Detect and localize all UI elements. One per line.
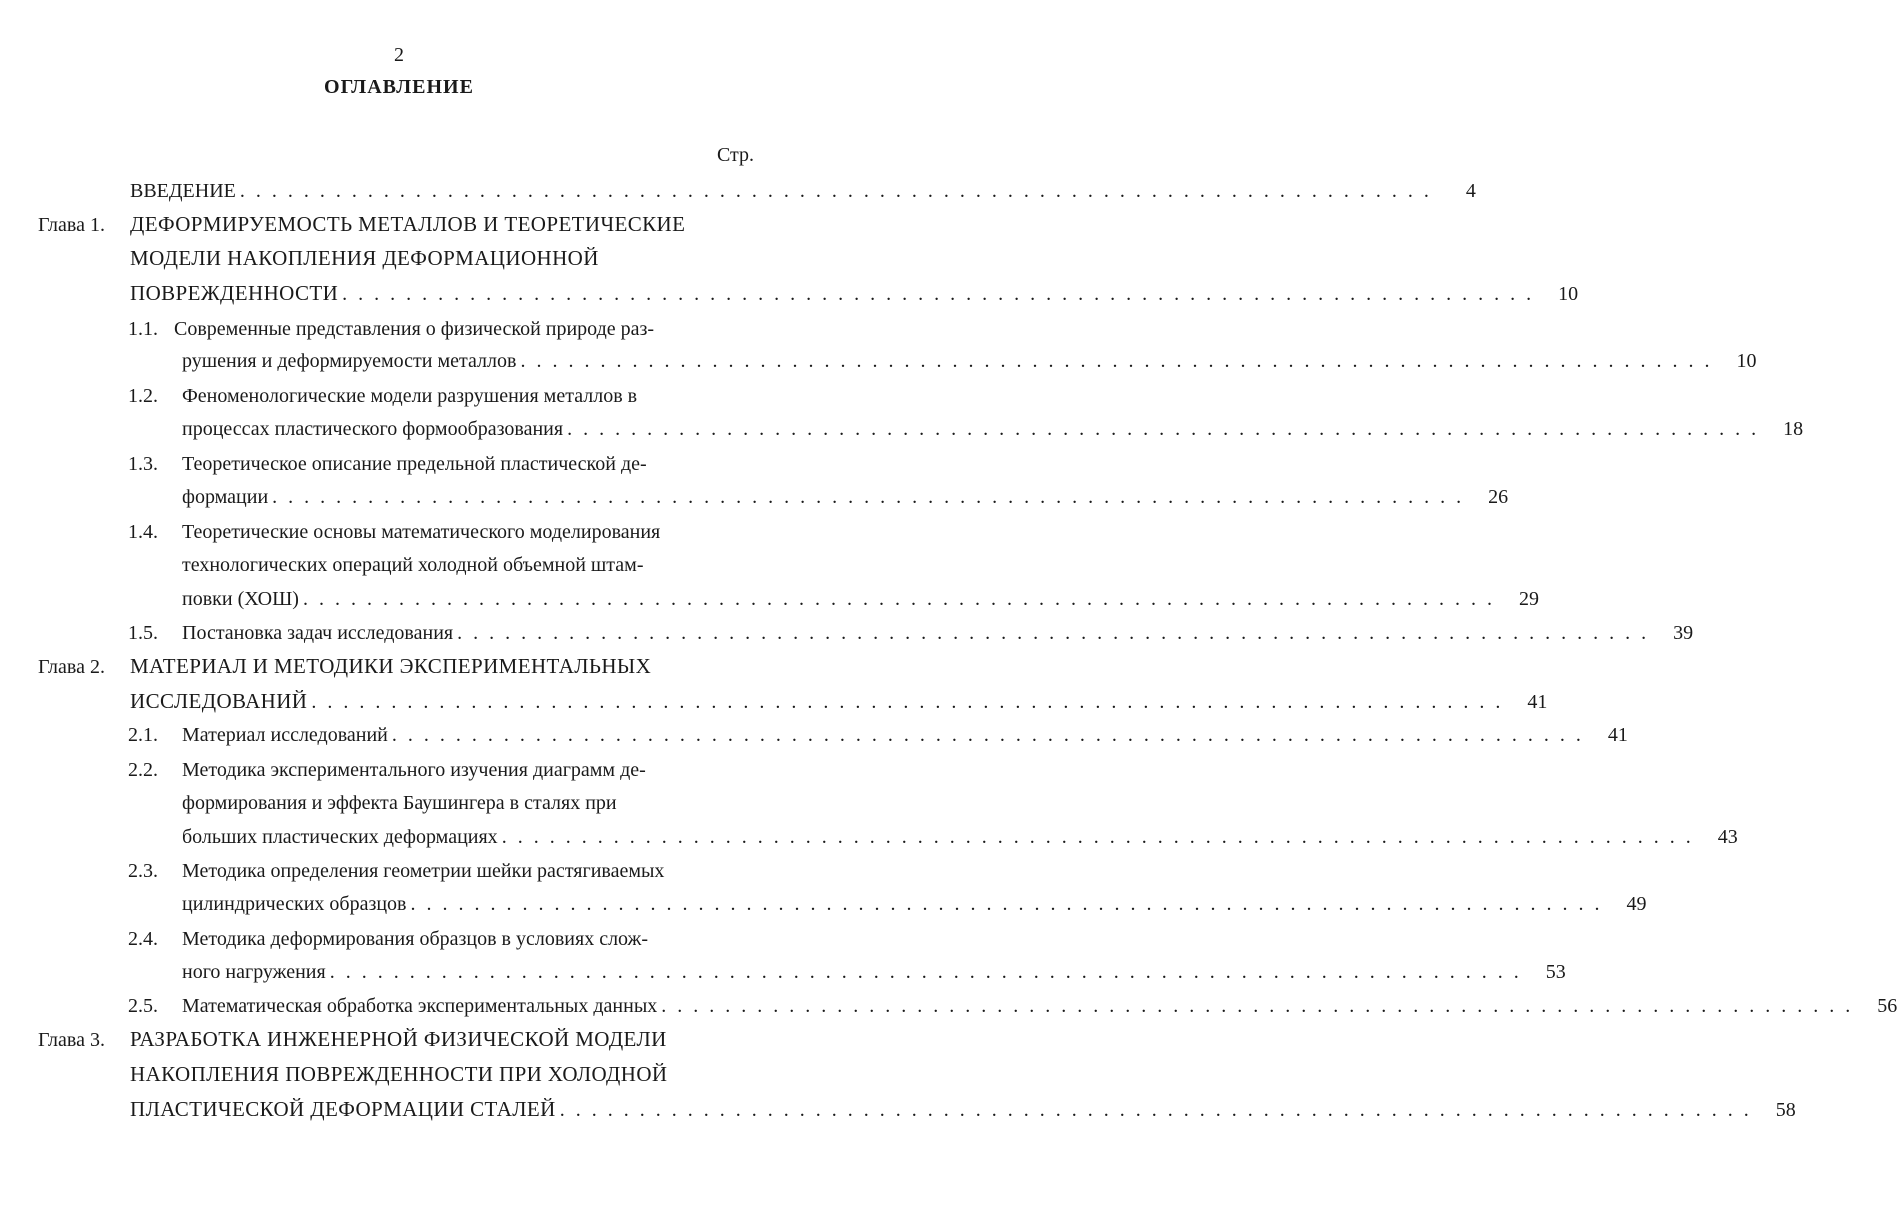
section-title-line: цилиндрических образцов (182, 893, 407, 915)
toc-page-number: 29 (1518, 588, 1539, 610)
toc-page-number: 10 (1558, 283, 1579, 305)
chapter-3-label: Глава 3. (38, 1029, 105, 1051)
section-number: 2.1. (128, 724, 158, 746)
leader-dots: . . . . . . . . . . . . . . . . . . . . . . . . . . . . . . . . . . . . . . . . . . . . . . . . . . . . . . . . . . . . . . . . . . . . . . . . . . . (559, 1099, 1752, 1121)
toc-entry-1-5[interactable] (182, 622, 1694, 645)
toc-page-number: 26 (1488, 486, 1509, 508)
leader-dots: . . . . . . . . . . . . . . . . . . . . . . . . . . . . . . . . . . . . . . . . . . . . . . . . . . . . . . . . . . . . . . . . . . . . . . . . . . . (661, 995, 1854, 1017)
section-number: 1.2. (128, 385, 158, 407)
leader-dots: . . . . . . . . . . . . . . . . . . . . . . . . . . . . . . . . . . . . . . . . . . . . . . . . . . . . . . . . . . . . . . . . . . . . . . . . . . . (239, 180, 1432, 202)
section-title-line[interactable]: Методика деформирования образцов в условиях слож- (182, 928, 649, 950)
section-number: 2.5. (128, 995, 158, 1017)
chapter-2-title-line: ИССЛЕДОВАНИЙ (130, 689, 308, 713)
section-title-line: рушения и деформируемости металлов (182, 350, 517, 372)
toc-entry-chapter-3[interactable] (130, 1097, 1796, 1122)
chapter-2-label: Глава 2. (38, 656, 105, 678)
section-number: 1.4. (128, 521, 158, 543)
toc-page-number: 18 (1783, 418, 1804, 440)
section-title-line: больших пластических деформациях (182, 826, 498, 848)
toc-page-number: 56 (1877, 995, 1897, 1017)
leader-dots: . . . . . . . . . . . . . . . . . . . . . . . . . . . . . . . . . . . . . . . . . . . . . . . . . . . . . . . . . . . . . . . . . . . . . . . . . . . (329, 961, 1522, 983)
toc-entry-2-4[interactable] (182, 961, 1566, 984)
chapter-1-label: Глава 1. (38, 214, 105, 236)
toc-page-number: 41 (1607, 724, 1628, 746)
section-title-line: процессах пластического формообразования (182, 418, 564, 440)
toc-entry-chapter-2[interactable] (130, 689, 1548, 714)
section-title-line[interactable]: технологических операций холодной объемной штам- (182, 554, 644, 576)
chapter-1-title-line[interactable]: ДЕФОРМИРУЕМОСТЬ МЕТАЛЛОВ И ТЕОРЕТИЧЕСКИЕ (130, 212, 686, 236)
section-title-line[interactable]: Теоретическое описание предельной пластической де- (182, 453, 647, 475)
section-title-line[interactable]: Современные представления о физической природе раз- (174, 318, 655, 340)
section-title-line[interactable]: формирования и эффекта Баушингера в сталях при (182, 792, 617, 814)
chapter-1-title-line: ПОВРЕЖДЕННОСТИ (130, 281, 339, 305)
page-title: ОГЛАВЛЕНИЕ (324, 76, 474, 98)
section-title-line[interactable]: Феноменологические модели разрушения металлов в (182, 385, 638, 407)
section-title-line: формации (182, 486, 269, 508)
leader-dots: . . . . . . . . . . . . . . . . . . . . . . . . . . . . . . . . . . . . . . . . . . . . . . . . . . . . . . . . . . . . . . . . . . . . . . . . . . . (342, 283, 1535, 305)
toc-page-number: 4 (1465, 180, 1476, 202)
toc-entry-2-5[interactable] (182, 995, 1897, 1018)
section-title-line: Математическая обработка экспериментальных данных (182, 995, 658, 1017)
section-title-line[interactable]: Теоретические основы математического моделирования (182, 521, 661, 543)
leader-dots: . . . . . . . . . . . . . . . . . . . . . . . . . . . . . . . . . . . . . . . . . . . . . . . . . . . . . . . . . . . . . . . . . . . . . . . . . . . (520, 350, 1713, 372)
leader-dots: . . . . . . . . . . . . . . . . . . . . . . . . . . . . . . . . . . . . . . . . . . . . . . . . . . . . . . . . . . . . . . . . . . . . . . . . . . . (457, 622, 1650, 644)
toc-entry-2-2[interactable] (182, 826, 1738, 849)
leader-dots: . . . . . . . . . . . . . . . . . . . . . . . . . . . . . . . . . . . . . . . . . . . . . . . . . . . . . . . . . . . . . . . . . . . . . . . . . . . (567, 418, 1760, 440)
leader-dots: . . . . . . . . . . . . . . . . . . . . . . . . . . . . . . . . . . . . . . . . . . . . . . . . . . . . . . . . . . . . . . . . . . . . . . . . . . . (391, 724, 1584, 746)
page-column-label: Стр. (716, 144, 754, 166)
section-title-line[interactable]: Методика экспериментального изучения диаграмм де- (182, 759, 646, 781)
toc-page-number: 58 (1775, 1099, 1796, 1121)
chapter-3-title-line[interactable]: РАЗРАБОТКА ИНЖЕНЕРНОЙ ФИЗИЧЕСКОЙ МОДЕЛИ (130, 1027, 667, 1051)
section-number: 1.5. (128, 622, 158, 644)
section-title-line[interactable]: Методика определения геометрии шейки растягиваемых (182, 860, 665, 882)
toc-page-number: 49 (1626, 893, 1647, 915)
leader-dots: . . . . . . . . . . . . . . . . . . . . . . . . . . . . . . . . . . . . . . . . . . . . . . . . . . . . . . . . . . . . . . . . . . . . . . . . . . . (311, 691, 1504, 713)
toc-entry-1-2[interactable] (182, 418, 1804, 441)
toc-entry-chapter-1[interactable] (130, 281, 1579, 306)
chapter-3-title-line: ПЛАСТИЧЕСКОЙ ДЕФОРМАЦИИ СТАЛЕЙ (130, 1097, 556, 1121)
toc-entry-1-1[interactable] (182, 350, 1757, 373)
section-number: 1.3. (128, 453, 158, 475)
section-number: 2.2. (128, 759, 158, 781)
section-title-line: ного нагружения (182, 961, 326, 983)
section-title-line: Материал исследований (182, 724, 388, 746)
section-title-line: повки (ХОШ) (182, 588, 299, 610)
leader-dots: . . . . . . . . . . . . . . . . . . . . . . . . . . . . . . . . . . . . . . . . . . . . . . . . . . . . . . . . . . . . . . . . . . . . . . . . . . . (302, 588, 1495, 610)
toc-entry-2-1[interactable] (182, 724, 1628, 747)
section-number: 2.4. (128, 928, 158, 950)
toc-entry-intro[interactable] (130, 180, 1476, 203)
leader-dots: . . . . . . . . . . . . . . . . . . . . . . . . . . . . . . . . . . . . . . . . . . . . . . . . . . . . . . . . . . . . . . . . . . . . . . . . . . . (272, 486, 1465, 508)
toc-page-number: 53 (1545, 961, 1566, 983)
toc-page-number: 43 (1717, 826, 1738, 848)
toc-entry-1-3[interactable] (182, 486, 1509, 509)
chapter-2-title-line[interactable]: МАТЕРИАЛ И МЕТОДИКИ ЭКСПЕРИМЕНТАЛЬНЫХ (130, 654, 652, 678)
toc-page-number: 39 (1673, 622, 1694, 644)
section-title-line: Постановка задач исследования (182, 622, 454, 644)
chapter-3-title-line[interactable]: НАКОПЛЕНИЯ ПОВРЕЖДЕННОСТИ ПРИ ХОЛОДНОЙ (130, 1062, 668, 1086)
toc-entry-2-3[interactable] (182, 893, 1647, 916)
leader-dots: . . . . . . . . . . . . . . . . . . . . . . . . . . . . . . . . . . . . . . . . . . . . . . . . . . . . . . . . . . . . . . . . . . . . . . . . . . . (501, 826, 1694, 848)
toc-entry-1-4[interactable] (182, 588, 1539, 611)
toc-page-number: 41 (1527, 691, 1548, 713)
chapter-1-title-line[interactable]: МОДЕЛИ НАКОПЛЕНИЯ ДЕФОРМАЦИОННОЙ (130, 246, 599, 270)
section-number: 1.1. (128, 318, 158, 340)
leader-dots: . . . . . . . . . . . . . . . . . . . . . . . . . . . . . . . . . . . . . . . . . . . . . . . . . . . . . . . . . . . . . . . . . . . . . . . . . . . (410, 893, 1603, 915)
page-number: 2 (394, 44, 404, 66)
toc-page-number: 10 (1736, 350, 1757, 372)
section-number: 2.3. (128, 860, 158, 882)
toc-entry-text: ВВЕДЕНИЕ (130, 180, 236, 202)
